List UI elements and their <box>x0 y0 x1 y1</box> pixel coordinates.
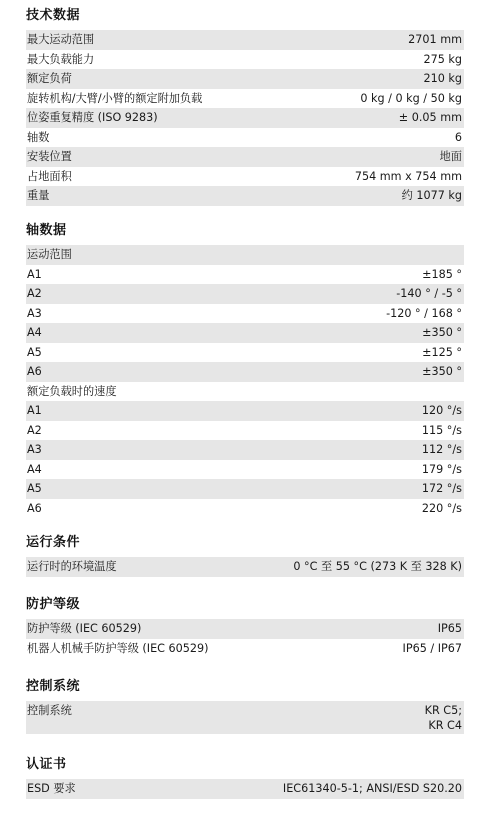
row-label: ESD 要求 <box>27 782 76 795</box>
table-row <box>26 50 464 70</box>
row-label: A4 <box>27 462 42 476</box>
table-row <box>26 499 464 519</box>
row-label: 额定负荷 <box>27 72 72 85</box>
table-row <box>26 343 464 363</box>
table-row <box>26 362 464 382</box>
table-row <box>26 460 464 480</box>
row-value: -140 ° / -5 ° <box>396 287 462 300</box>
table-row <box>26 639 464 659</box>
table-row <box>26 701 464 734</box>
tech-section <box>26 6 464 206</box>
row-label: A3 <box>27 443 42 456</box>
table-row <box>26 557 464 577</box>
row-value: ±185 ° <box>422 267 462 281</box>
table-row <box>26 108 464 128</box>
section-title: 运行条件 <box>26 535 81 550</box>
row-label: A3 <box>27 306 42 320</box>
row-value: 172 °/s <box>421 482 462 495</box>
row-value: 地面 <box>439 150 462 163</box>
operating-table <box>26 557 464 577</box>
row-label: 控制系统 <box>27 704 72 717</box>
row-value: IEC61340-5-1; ANSI/ESD S20.20 <box>282 782 462 795</box>
row-value: ±350 ° <box>422 326 462 339</box>
axis-table <box>26 245 464 518</box>
row-label: 最大运动范围 <box>27 33 95 46</box>
table-row <box>26 401 464 421</box>
row-value: 179 °/s <box>421 462 462 476</box>
row-label: 占地面积 <box>27 169 72 183</box>
protection-section <box>26 595 464 658</box>
section-title: 技术数据 <box>26 8 81 23</box>
row-value: 220 °/s <box>421 501 462 515</box>
row-label: 轴数 <box>27 130 50 144</box>
control-section <box>26 677 464 734</box>
axis-section <box>26 221 464 518</box>
table-row <box>26 147 464 167</box>
section-title: 轴数据 <box>26 223 67 238</box>
row-label: A2 <box>27 423 42 437</box>
row-label: A1 <box>27 267 42 281</box>
row-label: A6 <box>27 365 42 378</box>
row-value: 210 kg <box>423 72 462 85</box>
table-row <box>26 304 464 324</box>
row-value: ± 0.05 mm <box>398 111 462 124</box>
row-value: 112 °/s <box>421 443 462 456</box>
row-label: A2 <box>27 287 42 300</box>
section-title: 控制系统 <box>26 679 81 694</box>
row-value: 120 °/s <box>421 404 462 417</box>
operating-section <box>26 533 464 577</box>
row-value: 约 1077 kg <box>401 189 462 202</box>
row-value: 275 kg <box>423 52 462 66</box>
table-row <box>26 440 464 460</box>
table-row <box>26 30 464 50</box>
row-label: 额定负载时的速度 <box>27 384 117 398</box>
row-label: A5 <box>27 345 42 359</box>
row-label: A4 <box>27 326 42 339</box>
row-label: 最大负载能力 <box>27 52 95 66</box>
row-label: 安装位置 <box>27 150 72 163</box>
row-value: 6 <box>454 130 462 144</box>
row-label: A6 <box>27 501 42 515</box>
table-row <box>26 167 464 187</box>
table-row <box>26 421 464 441</box>
row-value: ±125 ° <box>422 345 462 359</box>
row-label: 运行时的环境温度 <box>27 560 117 573</box>
row-value: IP65 / IP67 <box>402 641 462 655</box>
row-value: 2701 mm <box>408 33 462 46</box>
table-row <box>26 265 464 285</box>
row-label: 位姿重复精度 (ISO 9283) <box>27 111 158 124</box>
table-row <box>26 128 464 148</box>
section-title: 防护等级 <box>26 597 81 612</box>
row-value: 0 °C 至 55 °C (273 K 至 328 K) <box>293 560 462 573</box>
cert-table <box>26 779 464 799</box>
table-row <box>26 779 464 799</box>
row-value: 115 °/s <box>421 423 462 437</box>
row-label: 旋转机构/大臂/小臂的额定附加负载 <box>27 91 203 105</box>
tech-table <box>26 30 464 206</box>
row-label: 防护等级 (IEC 60529) <box>27 622 142 635</box>
row-value: -120 ° / 168 ° <box>386 306 462 320</box>
speed-subheader <box>26 382 464 402</box>
cert-section <box>26 755 464 799</box>
row-value: 0 kg / 0 kg / 50 kg <box>360 91 462 105</box>
row-label: 机器人机械手防护等级 (IEC 60529) <box>27 641 209 655</box>
row-label: A1 <box>27 404 42 417</box>
range-subheader <box>26 245 464 265</box>
row-label: A5 <box>27 482 42 495</box>
table-row <box>26 619 464 639</box>
table-row <box>26 89 464 109</box>
row-label: 运动范围 <box>27 248 72 261</box>
table-row <box>26 284 464 304</box>
row-label: 重量 <box>27 189 50 202</box>
row-value: 754 mm x 754 mm <box>354 169 462 183</box>
row-value: ±350 ° <box>422 365 462 378</box>
row-value: KR C5; KR C4 <box>424 704 462 732</box>
table-row <box>26 479 464 499</box>
protection-table <box>26 619 464 658</box>
table-row <box>26 69 464 89</box>
control-table <box>26 701 464 734</box>
table-row <box>26 186 464 206</box>
section-title: 认证书 <box>26 757 67 772</box>
table-row <box>26 323 464 343</box>
row-value: IP65 <box>437 622 462 635</box>
